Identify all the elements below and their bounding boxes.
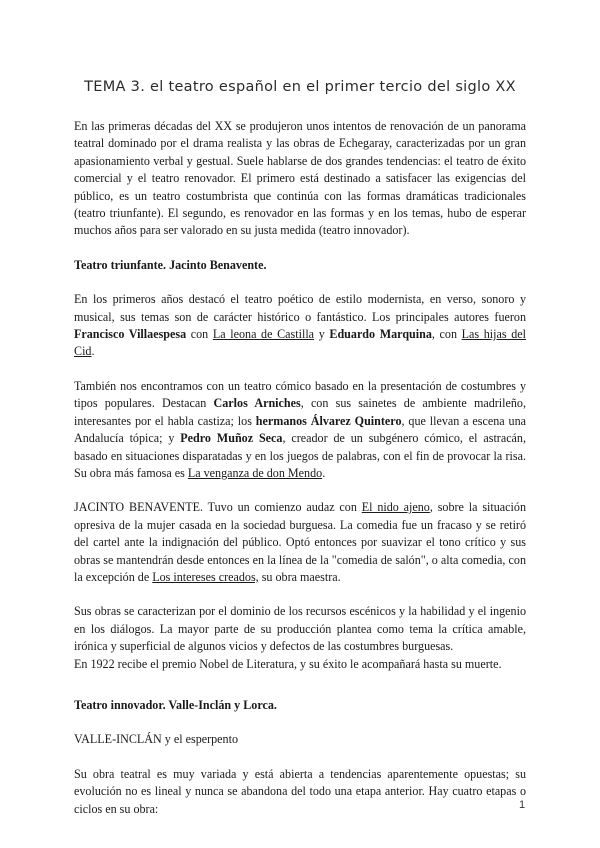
work-intereses-creados: Los intereses creados, — [152, 569, 259, 584]
text-span: JACINTO BENAVENTE. Tuvo un comienzo audaz con — [74, 500, 362, 515]
paragraph-benavente — [74, 499, 526, 586]
text-span: y — [314, 327, 330, 342]
text-span: . — [91, 344, 95, 359]
subheading-valle-inclan: VALLE-INCLÁN y el esperpento — [74, 732, 239, 747]
paragraph-teatro-comico — [74, 378, 526, 482]
paragraph-benavente-style: Sus obras se caracterizan por el dominio de los recursos escénicos y la habilidad y el ingenio en los diálogos. La mayor parte de su producción plantea como tema la crítica amable, irónica y superficial de algunos vicios y defectos de las costumbres burguesas. — [74, 604, 526, 654]
text-span: También nos encontramos con un teatro cómico basado en la presentación de costumbres y tipos populares. Destacan — [74, 378, 526, 411]
page-number: 1 — [519, 799, 526, 811]
work-hijas-del-cid: Las hijas del Cid — [74, 327, 526, 359]
section-heading-teatro-innovador: Teatro innovador. Valle-Inclán y Lorca. — [74, 697, 277, 712]
text-span: , creador de un subgénero cómico, el astracán, basado en situaciones disparatadas y en los juegos de palabras, con el fin de provocar la risa. Su obra más famosa es — [74, 431, 526, 480]
section-heading-teatro-triunfante: Teatro triunfante. Jacinto Benavente. — [74, 257, 267, 272]
text-span: , con — [431, 327, 462, 342]
author-alvarez-quintero: hermanos Álvarez Quintero — [255, 413, 402, 428]
text-span: . — [322, 465, 326, 480]
document-body — [74, 118, 526, 818]
paragraph-valle-inclan: Su obra teatral es muy variada y está abierta a tendencias aparentemente opuestas; su evolución no es lineal y nunca se abandona del todo una etapa anterior. Hay cuatro etapas o ciclos en su obra: — [74, 766, 526, 816]
author-marquina: Eduardo Marquina — [329, 327, 432, 342]
text-span: su obra maestra. — [258, 569, 341, 584]
document-title: TEMA 3. el teatro español en el primer tercio del siglo XX — [84, 79, 516, 95]
text-span: En los primeros años destacó el teatro poético de estilo modernista, en verso, sonoro y musical, sus temas son de carácter histórico o fantástico. Los principales autores fueron — [74, 292, 526, 324]
text-span: , con sus sainetes de ambiente madrileño, interesantes por el habla castiza; los — [74, 396, 526, 428]
work-venganza-don-mendo: La venganza de don Mendo — [187, 465, 323, 480]
author-arniches: Carlos Arniches — [213, 396, 301, 411]
paragraph-nobel: En 1922 recibe el premio Nobel de Literatura, y su éxito le acompañará hasta su muerte. — [74, 656, 502, 671]
author-munoz-seca: Pedro Muñoz Seca — [180, 431, 283, 446]
author-villaespesa: Francisco Villaespesa — [74, 327, 187, 342]
paragraph-teatro-poetico — [74, 291, 526, 361]
text-span: con — [186, 327, 213, 342]
text-span: , que llevan a escena una Andalucía tópica; y — [74, 413, 526, 446]
intro-paragraph: En las primeras décadas del XX se produjeron unos intentos de renovación de un panorama teatral dominado por el drama realista y las obras de Echegaray, caracterizadas por un gran apasionamiento verbal y gestual. Suele hablarse de dos grandes tendencias: el teatro de éxito comercial y el teatro renovador. El primero está destinado a satisfacer las exigencias del público, es un teatro costumbrista que continúa con las formas dramáticas tradicionales (teatro triunfante). El segundo, es renovador en las formas y en los temas, hubo de esperar muchos años para ser valorado en su justa medida (teatro innovador). — [74, 119, 526, 238]
work-nido-ajeno: El nido ajeno — [361, 500, 430, 515]
text-span: , sobre la situación opresiva de la mujer casada en la sociedad burguesa. La comedia fue un fracaso y se retiró del cartel ante la indignación del público. Optó entonces por suavizar el tono crítico y sus obras se mantendrán desde entonces en la línea de la "comedia de salón", o alta comedia, con la excepción de — [74, 500, 526, 584]
work-leona-de-castilla: La leona de Castilla — [212, 327, 315, 342]
